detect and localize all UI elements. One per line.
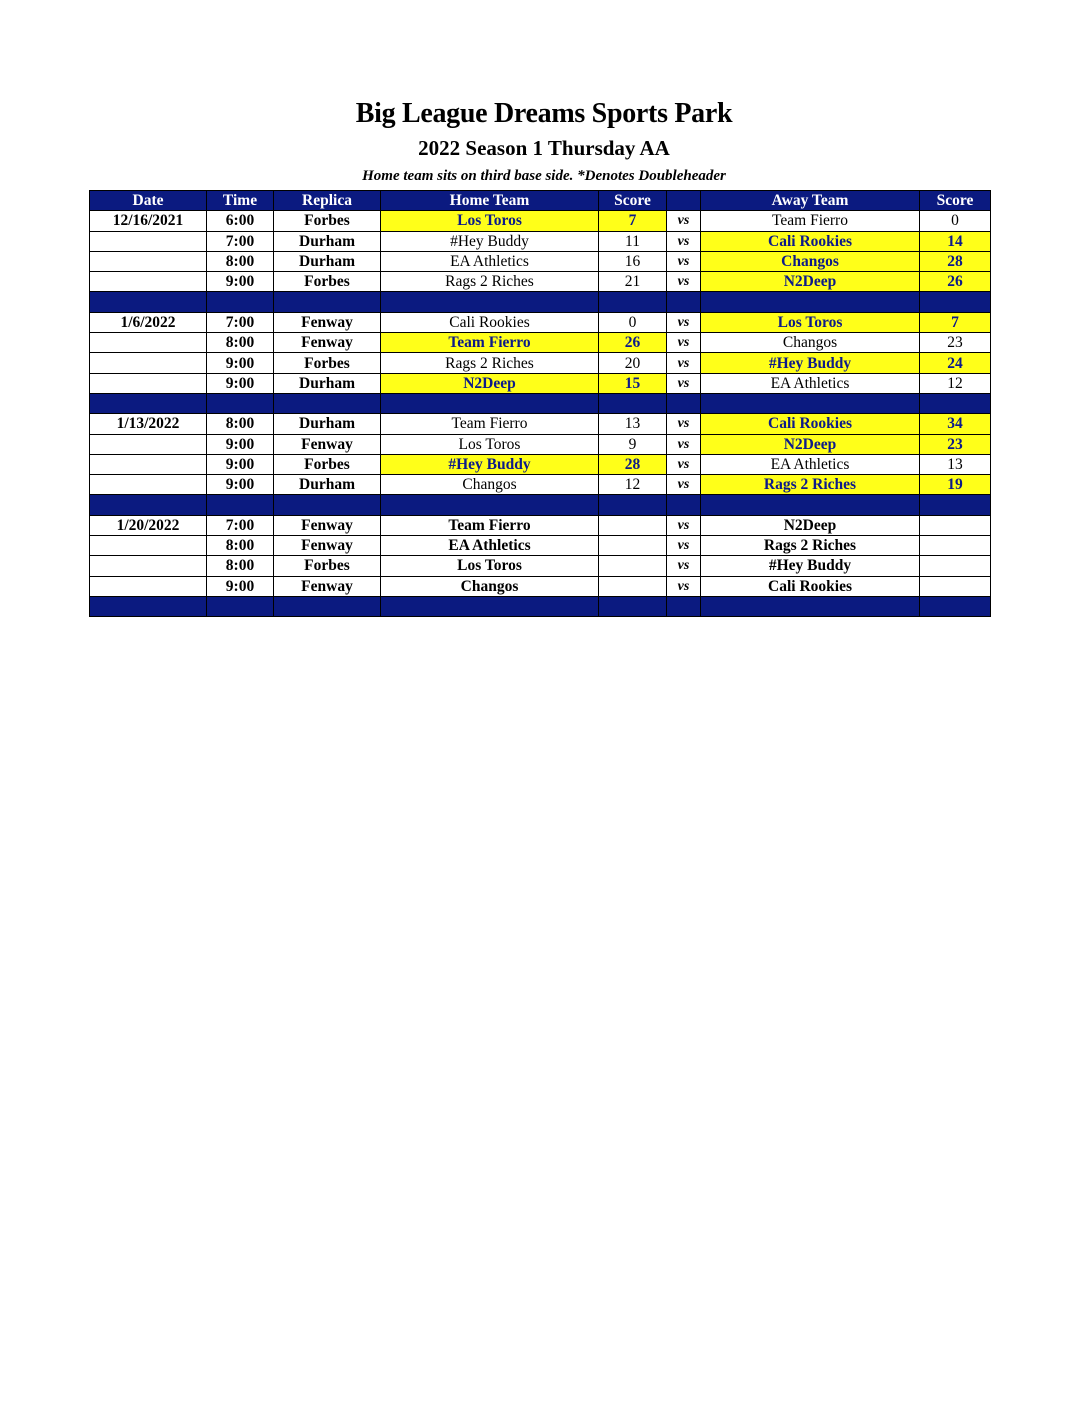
table-row xyxy=(90,312,991,332)
separator-cell xyxy=(667,393,701,413)
cell-home-score: 21 xyxy=(599,272,667,292)
cell-home-score: 15 xyxy=(599,373,667,393)
separator-cell xyxy=(274,596,381,616)
cell-vs: vs xyxy=(667,515,701,535)
cell-away-team: Team Fierro xyxy=(701,211,920,231)
cell-replica: Fenway xyxy=(274,312,381,332)
col-home-team: Home Team xyxy=(381,191,599,211)
col-time: Time xyxy=(207,191,274,211)
cell-replica: Durham xyxy=(274,251,381,271)
cell-home-score xyxy=(599,556,667,576)
separator-cell xyxy=(667,495,701,515)
cell-time: 7:00 xyxy=(207,515,274,535)
separator-cell xyxy=(701,596,920,616)
table-row xyxy=(90,353,991,373)
separator-cell xyxy=(274,495,381,515)
cell-away-team: Cali Rookies xyxy=(701,231,920,251)
cell-away-score: 13 xyxy=(920,454,991,474)
cell-vs: vs xyxy=(667,536,701,556)
separator-cell xyxy=(381,393,599,413)
cell-date: 12/16/2021 xyxy=(90,211,207,231)
separator-cell xyxy=(207,292,274,312)
week-separator-row xyxy=(90,292,991,312)
cell-date: 1/20/2022 xyxy=(90,515,207,535)
cell-home-team: Team Fierro xyxy=(381,414,599,434)
cell-time: 7:00 xyxy=(207,231,274,251)
cell-time: 8:00 xyxy=(207,251,274,271)
cell-vs: vs xyxy=(667,576,701,596)
cell-date xyxy=(90,576,207,596)
cell-home-score: 12 xyxy=(599,475,667,495)
cell-away-score: 14 xyxy=(920,231,991,251)
separator-cell xyxy=(920,596,991,616)
cell-home-score: 7 xyxy=(599,211,667,231)
cell-date xyxy=(90,536,207,556)
separator-cell xyxy=(274,292,381,312)
cell-vs: vs xyxy=(667,353,701,373)
table-row xyxy=(90,515,991,535)
cell-vs: vs xyxy=(667,556,701,576)
cell-time: 8:00 xyxy=(207,556,274,576)
cell-replica: Fenway xyxy=(274,333,381,353)
cell-home-score: 13 xyxy=(599,414,667,434)
cell-replica: Durham xyxy=(274,414,381,434)
table-row xyxy=(90,414,991,434)
cell-time: 9:00 xyxy=(207,353,274,373)
cell-time: 9:00 xyxy=(207,475,274,495)
cell-replica: Durham xyxy=(274,475,381,495)
cell-home-team: Cali Rookies xyxy=(381,312,599,332)
separator-cell xyxy=(381,596,599,616)
cell-date xyxy=(90,251,207,271)
table-row xyxy=(90,475,991,495)
cell-home-team: #Hey Buddy xyxy=(381,454,599,474)
cell-home-score: 9 xyxy=(599,434,667,454)
cell-date xyxy=(90,454,207,474)
cell-home-team: Changos xyxy=(381,475,599,495)
week-separator-row xyxy=(90,596,991,616)
col-replica: Replica xyxy=(274,191,381,211)
cell-away-team: Rags 2 Riches xyxy=(701,475,920,495)
col-date: Date xyxy=(90,191,207,211)
separator-cell xyxy=(599,393,667,413)
table-row xyxy=(90,251,991,271)
cell-home-team: Rags 2 Riches xyxy=(381,353,599,373)
separator-cell xyxy=(667,596,701,616)
cell-time: 9:00 xyxy=(207,576,274,596)
table-row xyxy=(90,434,991,454)
cell-vs: vs xyxy=(667,454,701,474)
table-row xyxy=(90,536,991,556)
week-separator-row xyxy=(90,495,991,515)
page-title: Big League Dreams Sports Park xyxy=(355,98,733,129)
table-row xyxy=(90,373,991,393)
separator-cell xyxy=(701,292,920,312)
cell-home-score: 16 xyxy=(599,251,667,271)
table-row xyxy=(90,333,991,353)
cell-home-team: Team Fierro xyxy=(381,333,599,353)
cell-away-team: Rags 2 Riches xyxy=(701,536,920,556)
schedule-note: Home team sits on third base side. *Denotes Doubleheader xyxy=(362,168,726,184)
cell-away-score: 19 xyxy=(920,475,991,495)
separator-cell xyxy=(599,596,667,616)
separator-cell xyxy=(381,495,599,515)
cell-away-team: N2Deep xyxy=(701,434,920,454)
cell-away-score: 0 xyxy=(920,211,991,231)
cell-away-team: N2Deep xyxy=(701,272,920,292)
cell-home-team: Los Toros xyxy=(381,556,599,576)
cell-home-score xyxy=(599,576,667,596)
cell-home-team: N2Deep xyxy=(381,373,599,393)
cell-time: 9:00 xyxy=(207,272,274,292)
cell-replica: Forbes xyxy=(274,211,381,231)
cell-date: 1/6/2022 xyxy=(90,312,207,332)
cell-away-score: 28 xyxy=(920,251,991,271)
cell-away-team: EA Athletics xyxy=(701,373,920,393)
cell-replica: Fenway xyxy=(274,434,381,454)
separator-cell xyxy=(90,495,207,515)
week-separator-row xyxy=(90,393,991,413)
cell-time: 6:00 xyxy=(207,211,274,231)
col-away-team: Away Team xyxy=(701,191,920,211)
cell-time: 9:00 xyxy=(207,454,274,474)
cell-home-team: Los Toros xyxy=(381,211,599,231)
cell-date xyxy=(90,272,207,292)
cell-vs: vs xyxy=(667,231,701,251)
separator-cell xyxy=(920,292,991,312)
cell-vs: vs xyxy=(667,414,701,434)
cell-vs: vs xyxy=(667,373,701,393)
cell-vs: vs xyxy=(667,272,701,292)
cell-away-team: N2Deep xyxy=(701,515,920,535)
cell-home-score xyxy=(599,515,667,535)
cell-away-score xyxy=(920,515,991,535)
cell-vs: vs xyxy=(667,333,701,353)
cell-home-team: Team Fierro xyxy=(381,515,599,535)
separator-cell xyxy=(667,292,701,312)
separator-cell xyxy=(599,495,667,515)
table-row xyxy=(90,556,991,576)
cell-away-team: Los Toros xyxy=(701,312,920,332)
cell-home-team: Los Toros xyxy=(381,434,599,454)
cell-home-score xyxy=(599,536,667,556)
cell-away-score: 12 xyxy=(920,373,991,393)
cell-home-score: 20 xyxy=(599,353,667,373)
cell-vs: vs xyxy=(667,475,701,495)
cell-replica: Fenway xyxy=(274,576,381,596)
cell-home-score: 0 xyxy=(599,312,667,332)
cell-time: 8:00 xyxy=(207,414,274,434)
cell-vs: vs xyxy=(667,434,701,454)
cell-date xyxy=(90,231,207,251)
cell-time: 8:00 xyxy=(207,333,274,353)
cell-away-team: EA Athletics xyxy=(701,454,920,474)
cell-date xyxy=(90,434,207,454)
table-row xyxy=(90,454,991,474)
cell-time: 9:00 xyxy=(207,434,274,454)
table-row xyxy=(90,576,991,596)
cell-home-team: EA Athletics xyxy=(381,251,599,271)
col-home-score: Score xyxy=(599,191,667,211)
cell-away-team: Cali Rookies xyxy=(701,576,920,596)
header-row xyxy=(90,191,991,211)
cell-away-score: 26 xyxy=(920,272,991,292)
cell-home-score: 28 xyxy=(599,454,667,474)
cell-away-score xyxy=(920,556,991,576)
cell-replica: Forbes xyxy=(274,353,381,373)
cell-time: 9:00 xyxy=(207,373,274,393)
page-subtitle: 2022 Season 1 Thursday AA xyxy=(418,136,670,160)
cell-away-score: 23 xyxy=(920,434,991,454)
cell-vs: vs xyxy=(667,211,701,231)
cell-date xyxy=(90,333,207,353)
cell-replica: Fenway xyxy=(274,515,381,535)
cell-replica: Fenway xyxy=(274,536,381,556)
separator-cell xyxy=(599,292,667,312)
cell-away-team: Changos xyxy=(701,333,920,353)
cell-away-score: 24 xyxy=(920,353,991,373)
table-row xyxy=(90,211,991,231)
cell-away-team: #Hey Buddy xyxy=(701,556,920,576)
separator-cell xyxy=(207,596,274,616)
separator-cell xyxy=(207,393,274,413)
cell-away-score xyxy=(920,576,991,596)
separator-cell xyxy=(701,393,920,413)
separator-cell xyxy=(207,495,274,515)
cell-away-score: 34 xyxy=(920,414,991,434)
separator-cell xyxy=(90,292,207,312)
cell-home-score: 26 xyxy=(599,333,667,353)
col-vs xyxy=(667,191,701,211)
separator-cell xyxy=(90,393,207,413)
col-away-score: Score xyxy=(920,191,991,211)
separator-cell xyxy=(90,596,207,616)
cell-date xyxy=(90,353,207,373)
cell-home-team: Changos xyxy=(381,576,599,596)
cell-away-team: Changos xyxy=(701,251,920,271)
cell-vs: vs xyxy=(667,312,701,332)
schedule-table xyxy=(89,190,991,617)
cell-home-team: #Hey Buddy xyxy=(381,231,599,251)
separator-cell xyxy=(920,495,991,515)
cell-home-team: EA Athletics xyxy=(381,536,599,556)
cell-vs: vs xyxy=(667,251,701,271)
cell-home-score: 11 xyxy=(599,231,667,251)
separator-cell xyxy=(381,292,599,312)
cell-date xyxy=(90,475,207,495)
cell-away-score: 23 xyxy=(920,333,991,353)
cell-date xyxy=(90,373,207,393)
cell-time: 7:00 xyxy=(207,312,274,332)
cell-away-team: #Hey Buddy xyxy=(701,353,920,373)
cell-home-team: Rags 2 Riches xyxy=(381,272,599,292)
cell-time: 8:00 xyxy=(207,536,274,556)
cell-replica: Durham xyxy=(274,373,381,393)
schedule-body xyxy=(90,211,991,617)
table-row xyxy=(90,231,991,251)
cell-replica: Durham xyxy=(274,231,381,251)
separator-cell xyxy=(274,393,381,413)
table-row xyxy=(90,272,991,292)
separator-cell xyxy=(920,393,991,413)
cell-replica: Forbes xyxy=(274,272,381,292)
cell-date: 1/13/2022 xyxy=(90,414,207,434)
cell-away-team: Cali Rookies xyxy=(701,414,920,434)
separator-cell xyxy=(701,495,920,515)
cell-away-score xyxy=(920,536,991,556)
cell-date xyxy=(90,556,207,576)
cell-replica: Forbes xyxy=(274,454,381,474)
cell-replica: Forbes xyxy=(274,556,381,576)
cell-away-score: 7 xyxy=(920,312,991,332)
